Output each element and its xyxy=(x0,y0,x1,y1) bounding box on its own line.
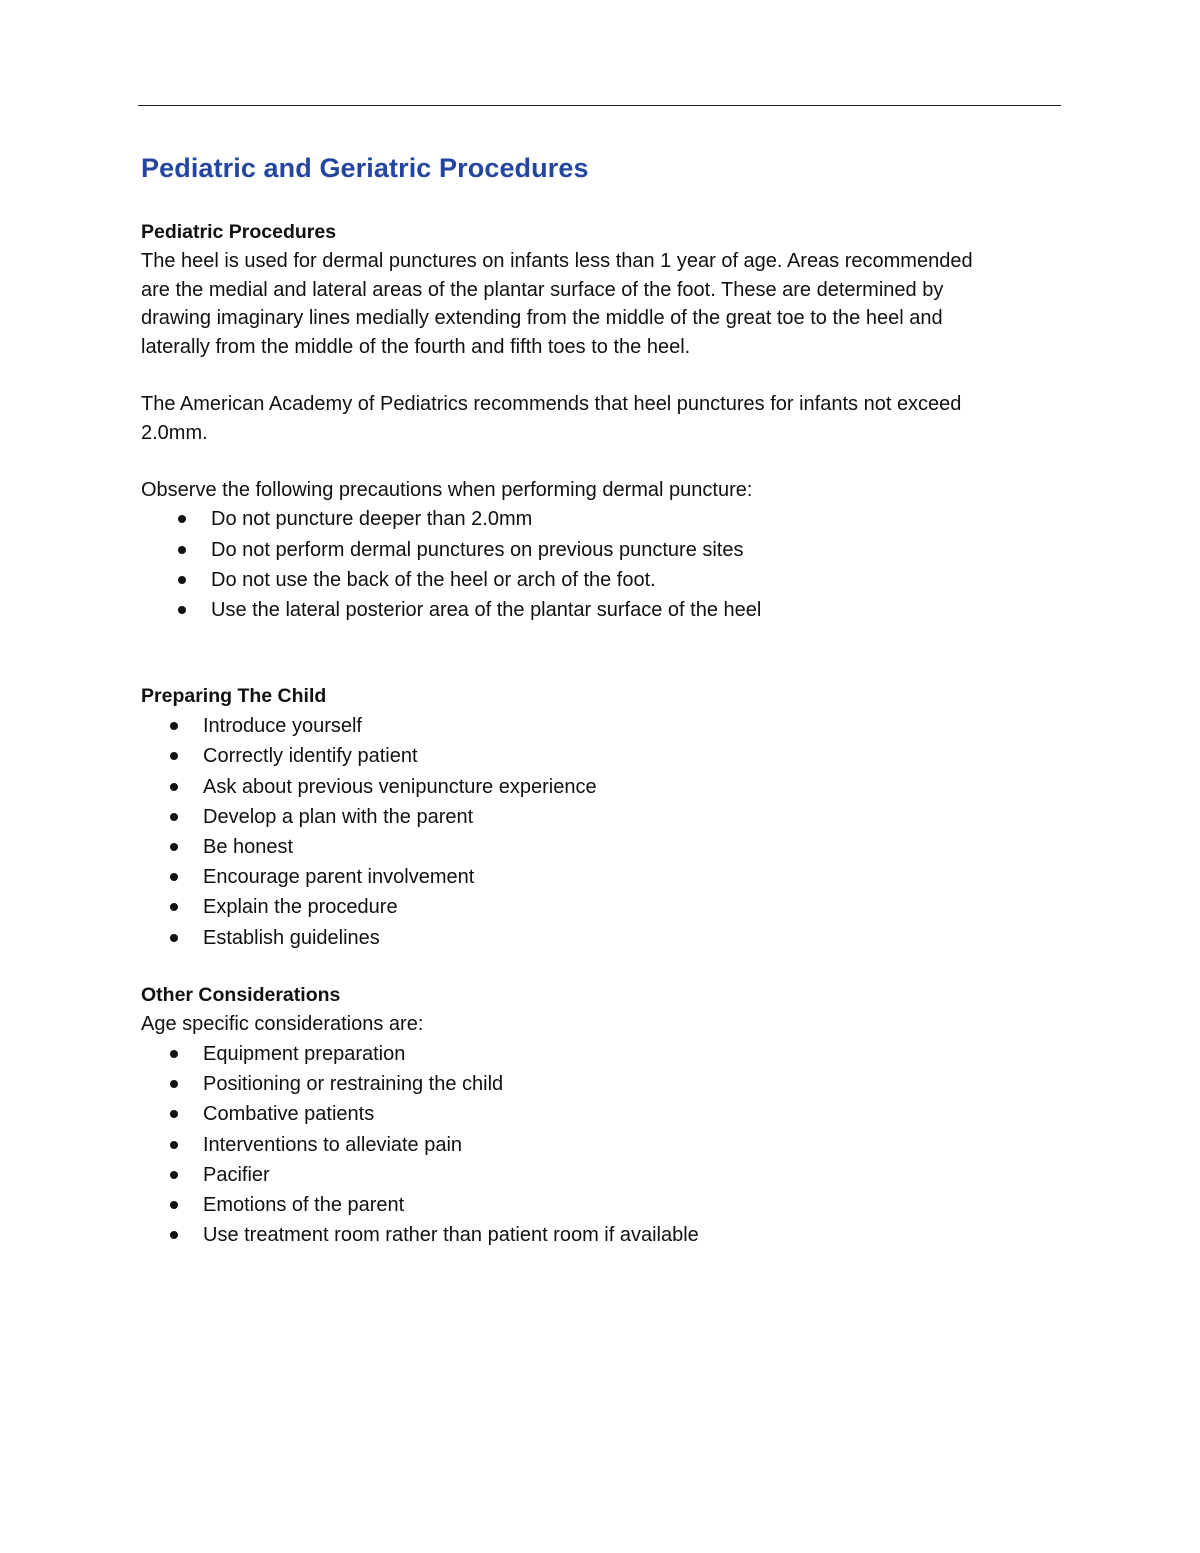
list-item: Ask about previous venipuncture experience xyxy=(141,772,1061,802)
bullet-icon xyxy=(170,1110,178,1118)
list-item: Pacifier xyxy=(141,1160,1061,1190)
header-rule xyxy=(138,105,1061,106)
list-item: Do not use the back of the heel or arch of the foot. xyxy=(141,565,1061,595)
bullet-icon xyxy=(170,1201,178,1209)
list-item: Be honest xyxy=(141,832,1061,862)
list-item: Emotions of the parent xyxy=(141,1190,1061,1220)
preparing-child-list xyxy=(141,711,1061,953)
section-heading: Other Considerations xyxy=(141,984,341,1007)
bullet-icon xyxy=(170,873,178,881)
bullet-icon xyxy=(170,813,178,821)
bullet-icon xyxy=(170,783,178,791)
bullet-icon xyxy=(170,722,178,730)
list-item: Combative patients xyxy=(141,1099,1061,1129)
text-line: The heel is used for dermal punctures on infants less than 1 year of age. Areas recommended xyxy=(141,250,973,272)
list-item: Introduce yourself xyxy=(141,711,1061,741)
precautions-list xyxy=(141,504,1061,625)
list-item: Correctly identify patient xyxy=(141,741,1061,771)
bullet-icon xyxy=(170,934,178,942)
text-line: 2.0mm. xyxy=(141,421,208,444)
bullet-icon xyxy=(178,546,186,554)
list-item: Do not perform dermal punctures on previous puncture sites xyxy=(141,535,1061,565)
bullet-icon xyxy=(170,843,178,851)
section-other-considerations xyxy=(141,981,1061,1250)
precautions-intro: Observe the following precautions when performing dermal puncture: xyxy=(141,478,753,501)
bullet-icon xyxy=(178,515,186,523)
list-item: Develop a plan with the parent xyxy=(141,802,1061,832)
section-preparing-child xyxy=(141,682,1061,953)
list-item: Use the lateral posterior area of the plantar surface of the heel xyxy=(141,595,1061,625)
list-item: Establish guidelines xyxy=(141,923,1061,953)
section-pediatric-procedures xyxy=(141,218,1061,625)
list-item: Equipment preparation xyxy=(141,1039,1061,1069)
bullet-icon xyxy=(170,1050,178,1058)
bullet-icon xyxy=(178,606,186,614)
considerations-list xyxy=(141,1039,1061,1250)
text-line: are the medial and lateral areas of the plantar surface of the foot. These are determined by xyxy=(141,278,944,301)
considerations-intro: Age specific considerations are: xyxy=(141,1013,424,1036)
section-heading: Preparing The Child xyxy=(141,685,327,708)
document-title: Pediatric and Geriatric Procedures xyxy=(141,153,589,183)
list-item: Use treatment room rather than patient room if available xyxy=(141,1220,1061,1250)
list-item: Encourage parent involvement xyxy=(141,862,1061,892)
list-item: Positioning or restraining the child xyxy=(141,1069,1061,1099)
paragraph-aap-recommendation xyxy=(141,390,1061,447)
text-line: drawing imaginary lines medially extending from the middle of the great toe to the heel and xyxy=(141,307,943,330)
bullet-icon xyxy=(170,903,178,911)
section-heading: Pediatric Procedures xyxy=(141,221,337,243)
bullet-icon xyxy=(170,752,178,760)
bullet-icon xyxy=(170,1171,178,1179)
bullet-icon xyxy=(170,1080,178,1088)
list-item: Explain the procedure xyxy=(141,892,1061,922)
bullet-icon xyxy=(170,1141,178,1149)
document-body xyxy=(141,148,1061,1250)
bullet-icon xyxy=(178,576,186,584)
list-item: Interventions to alleviate pain xyxy=(141,1130,1061,1160)
list-item: Do not puncture deeper than 2.0mm xyxy=(141,504,1061,534)
paragraph-heel-puncture xyxy=(141,247,1061,361)
text-line: laterally from the middle of the fourth and fifth toes to the heel. xyxy=(141,335,691,358)
bullet-icon xyxy=(170,1231,178,1239)
text-line: The American Academy of Pediatrics recommends that heel punctures for infants not exceed xyxy=(141,392,962,415)
